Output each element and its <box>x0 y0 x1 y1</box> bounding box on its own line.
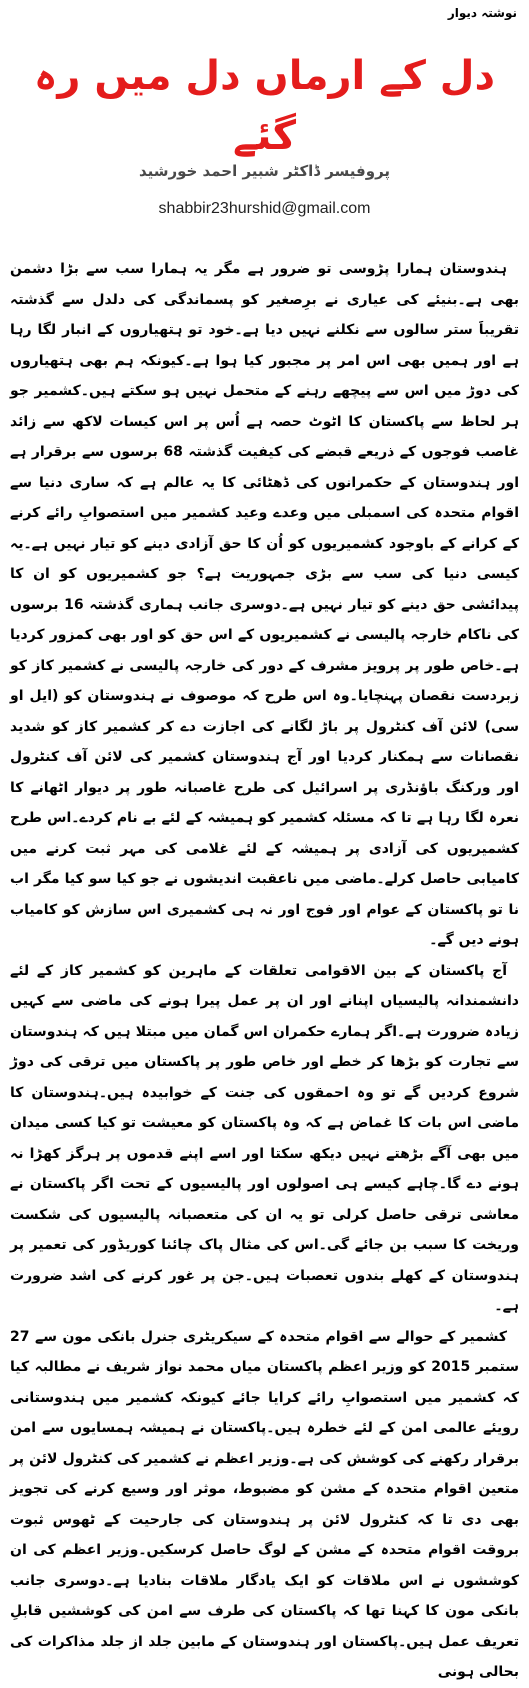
article-paragraph: ہندوستان ہمارا پڑوسی تو ضرور ہے مگر یہ ہمارا سب سے بڑا دشمن بھی ہے۔بنیئے کی عیاری نے برِصغیر کو پسماندگی کی دلدل سے گذشتہ تقریباََ ستر سالوں سے نکلنے نہیں دیا ہے۔خود تو ہتھیاروں کے انبار لگا رہا ہے اور ہمیں بھی اس امر پر مجبور کیا ہوا ہے۔کیونکہ ہم بھی ہتھیاروں کی دوڑ میں اس سے پیچھے رہنے کے متحمل نہیں ہو سکتے ہیں۔کشمیر جو ہر لحاظ سے پاکستان کا اٹوٹ حصہ ہے اُس پر اس کیسات لاکھ سے زائد غاصب فوجوں کے ذریعے قبضے کی کیفیت گذشتہ 68 برسوں سے برقرار ہے اور ہندوستان کے حکمرانوں کی ڈھٹائی کا یہ عالم ہے کہ ساری دنیا سے اقوام متحدہ کی اسمبلی میں وعدے وعید کشمیر میں استصوابِ رائے کرنے کے کرانے کے باوجود کشمیریوں کو اُن کا حق آزادی دینے کو تیار نہیں ہے۔یہ کیسی دنیا کی سب سے بڑی جمہوریت ہے؟ جو کشمیریوں کو ان کا پیدائشی حق دینے کو تیار نہیں ہے۔دوسری جانب ہماری گذشتہ 16 برسوں کی ناکام خارجہ پالیسی نے کشمیریوں کے اس حق کو اور بھی کمزور کردیا ہے۔خاص طور پر پرویز مشرف کے دور کی خارجہ پالیسی نے کشمیر کاز کو زبردست نقصان پہنچایا۔وہ اس طرح کہ موصوف نے ہندوستان کو (ایل او سی) لائن آف کنٹرول پر باڑ لگانے کی اجازت دے کر کشمیر کاز کو شدید نقصانات سے ہمکنار کردیا اور آج ہندوستان کشمیر کی لائن آف کنٹرول اور ورکنگ باؤنڈری پر اسرائیل کی طرح غاصبانہ طور پر دیوار اٹھانے کا نعرہ لگا رہا ہے تا کہ مسئلہ کشمیر کو ہمیشہ کے لئے بے نام کردے۔اس طرح کشمیریوں کی آزادی پر ہمیشہ کے لئے غلامی کی مہر ثبت کرنے میں کامیابی حاصل کرلے۔ماضی میں ناعقبت اندیشوں نے جو کیا سو کیا مگر اب نا تو پاکستان کے عوام اور فوج اور نہ ہی کشمیری اس سازش کو کامیاب ہونے دیں گے۔ <box>10 261 519 948</box>
article-paragraph: کشمیر کے حوالے سے اقوام متحدہ کے سیکریٹری جنرل بانکی مون سے 27 ستمبر 2015 کو وزیر اعظم پاکستان میاں محمد نواز شریف نے مطالبہ کیا کہ کشمیر میں استصوابِ رائے کرایا جائے کیونکہ کشمیر میں ہندوستانی رویئے عالمی امن کے لئے خطرہ ہیں۔پاکستان نے ہمیشہ ہمسایوں سے امن برقرار رکھنے کی کوشش کی ہے۔وزیر اعظم نے کشمیر کی کنٹرول لائن پر متعین اقوام متحدہ کے مشن کو مضبوط، موثر اور وسیع کرنے کی تجویز بھی دی تا کہ کنٹرول لائن پر ہندوستان کی جارحیت کے ٹھوس ثبوت بروقت اقوام متحدہ کے مشن کے لوگ حاصل کرسکیں۔وزیر اعظم کی ان کوششوں نے اس ملاقات کو ایک یادگار ملاقات بنادیا ہے۔دوسری جانب بانکی مون کا کہنا تھا کہ پاکستان کی طرف سے امن کی کوششیں قابلِ تعریف عمل ہیں۔پاکستان اور ہندوستان کے مابین جلد از جلد مذاکرات کی بحالی ہونی <box>10 1328 519 1680</box>
article-paragraph: آج پاکستان کے بین الاقوامی تعلقات کے ماہرین کو کشمیر کاز کے لئے دانشمندانہ پالیسیاں اپنانے اور ان پر عمل پیرا ہونے کی ماضی سے کہیں زیادہ ضرورت ہے۔اگر ہمارے حکمران اس گمان میں مبتلا ہیں کہ ہندوستان سے تجارت کو بڑھا کر خطے اور خاص طور پر پاکستان میں ترقی کی دوڑ شروع کردیں گے تو وہ احمقوں کی جنت کے خوابیدہ ہیں۔ہندوستان کا ماضی اس بات کا غماض ہے کہ وہ پاکستان کو معیشت تو کیا کسی میدان میں بھی آگے بڑھتے نہیں دیکھ سکتا اور اسے اپنے قدموں پر ہرگز کھڑا نہ ہونے دے گا۔چاہے کیسے ہی اصولوں اور پالیسیوں کے تحت اگر پاکستان نے معاشی ترقی حاصل کرلی تو یہ ان کی متعصبانہ پالیسیوں کی شکست وریخت کا سبب بن جائے گی۔اس کی مثال پاک چائنا کوریڈور کی تعمیر پر ہندوستان کے کھلے بندوں تعصبات ہیں۔جن پر غور کرنے کی اشد ضرورت ہے۔ <box>10 962 519 1314</box>
article-body <box>10 254 519 1680</box>
author-name: پروفیسر ڈاکٹر شبیر احمد خورشید <box>138 162 391 180</box>
headline: دل کے ارماں دل میں رہ گئے <box>33 53 495 159</box>
author-email: shabbir23hurshid@gmail.com <box>158 200 371 217</box>
column-name: نوشتہ دیوار <box>447 6 517 20</box>
